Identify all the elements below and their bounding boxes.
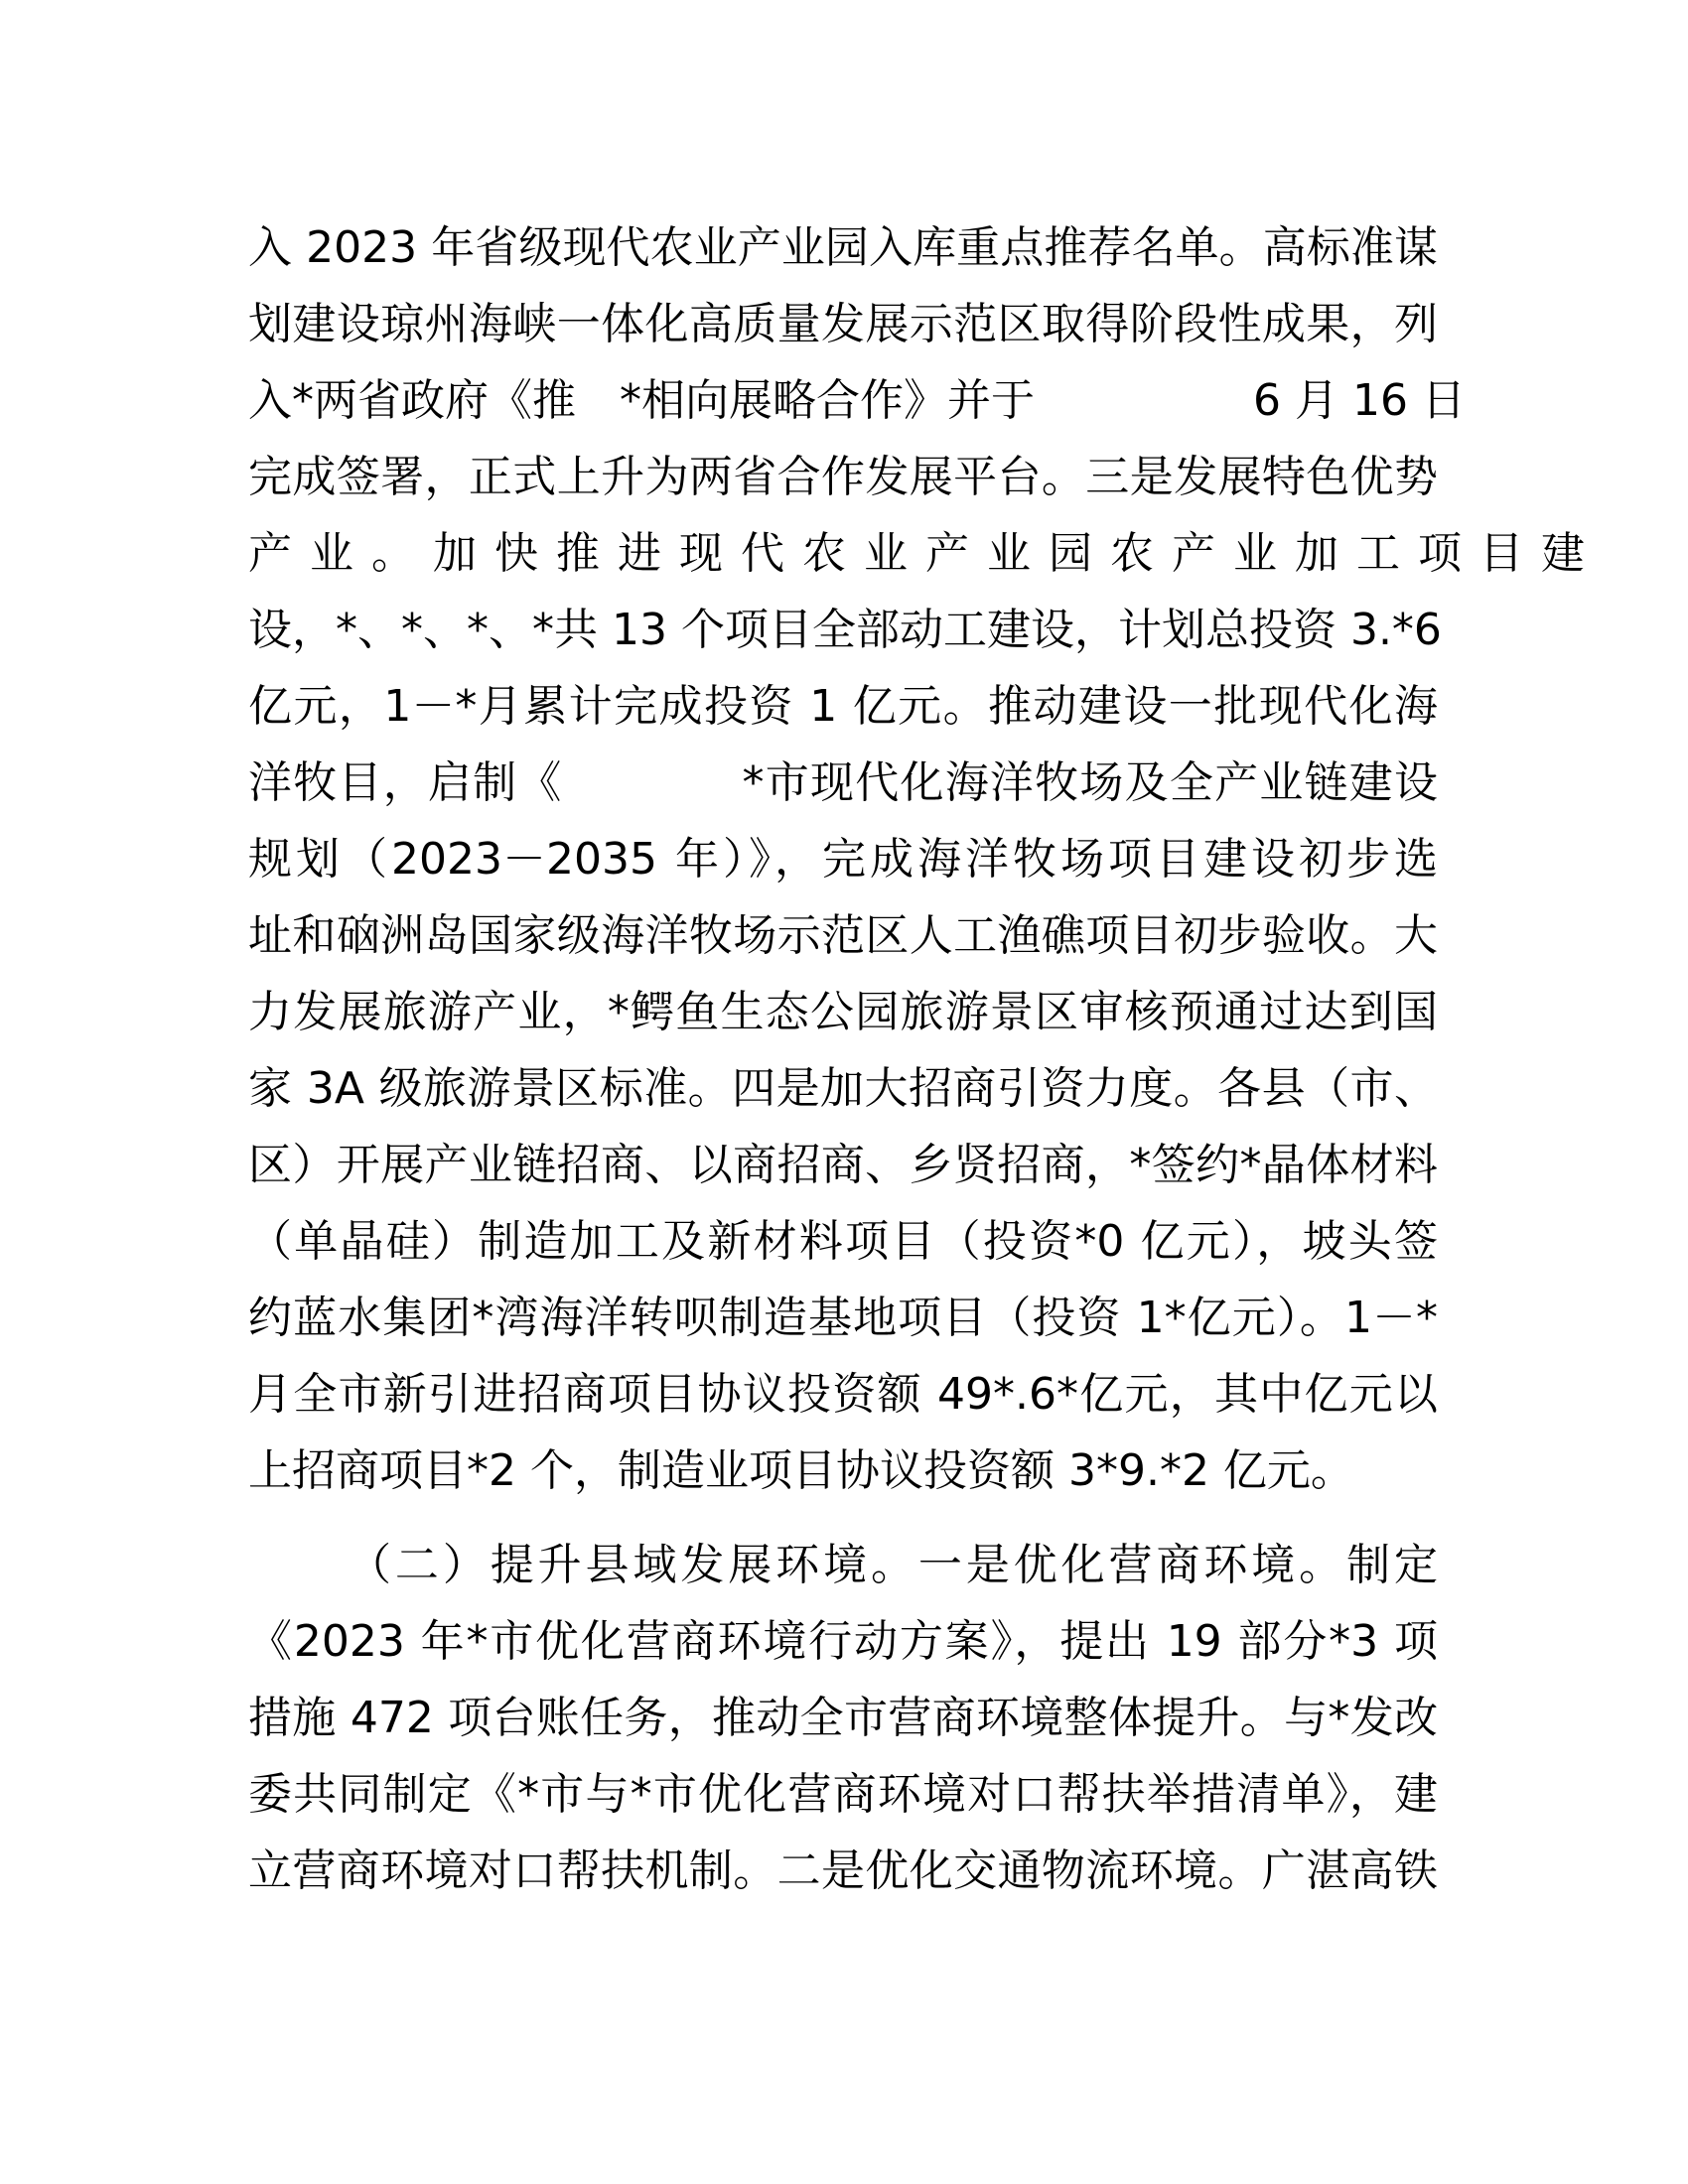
text-line: 址和硇洲岛国家级海洋牧场示范区人工渔礁项目初步验收。大 bbox=[248, 910, 1438, 961]
text-line: 委共同制定《*市与*市优化营商环境对口帮扶举措清单》，建 bbox=[248, 1769, 1438, 1820]
paragraph-1 bbox=[248, 220, 1603, 1520]
text-line: 上招商项目*2 个，制造业项目协议投资额 3*9.*2 亿元。 bbox=[248, 1445, 1354, 1496]
text-line: 设，*、*、*、*共 13 个项目全部动工建设，计划总投资 3.*6 bbox=[248, 605, 1442, 655]
text-line: 入*两省政府《推 *相向展略合作》并于 6 月 16 日 bbox=[248, 375, 1466, 426]
text-line: 约蓝水集团*湾海洋转呗制造基地项目（投资 1*亿元）。1－* bbox=[248, 1293, 1438, 1343]
section-heading-line: （二）提升县域发展环境。一是优化营商环境。制定 bbox=[348, 1540, 1438, 1590]
text-line: 家 3A 级旅游景区标准。四是加大招商引资力度。各县（市、 bbox=[248, 1063, 1438, 1114]
text-line: 措施 472 项台账任务，推动全市营商环境整体提升。与*发改 bbox=[248, 1693, 1438, 1743]
text-line: 月全市新引进招商项目协议投资额 49*.6*亿元，其中亿元以 bbox=[248, 1369, 1438, 1420]
text-line: 产业。加快推进现代农业产业园农产业加工项目建 bbox=[248, 528, 1603, 579]
text-line: 划建设琼州海峡一体化高质量发展示范区取得阶段性成果，列 bbox=[248, 299, 1438, 349]
text-line: 《2023 年*市优化营商环境行动方案》，提出 19 部分*3 项 bbox=[248, 1616, 1438, 1667]
paragraph-2 bbox=[248, 1538, 1438, 1920]
document-page bbox=[248, 220, 1603, 1920]
text-line: 亿元，1－*月累计完成投资 1 亿元。推动建设一批现代化海 bbox=[248, 681, 1438, 732]
text-line: 立营商环境对口帮扶机制。二是优化交通物流环境。广湛高铁 bbox=[248, 1845, 1438, 1896]
text-line: （单晶硅）制造加工及新材料项目（投资*0 亿元），坡头签 bbox=[248, 1216, 1438, 1267]
text-line: 完成签署，正式上升为两省合作发展平台。三是发展特色优势 bbox=[248, 452, 1438, 502]
text-line: 规划（2023－2035 年）》，完成海洋牧场项目建设初步选 bbox=[248, 834, 1438, 885]
text-line: 区）开展产业链招商、以商招商、乡贤招商，*签约*晶体材料 bbox=[248, 1140, 1438, 1190]
text-line: 入 2023 年省级现代农业产业园入库重点推荐名单。高标准谋 bbox=[248, 222, 1438, 273]
text-line: 洋牧目，启制《 *市现代化海洋牧场及全产业链建设 bbox=[248, 757, 1438, 808]
text-line: 力发展旅游产业，*鳄鱼生态公园旅游景区审核预通过达到国 bbox=[248, 987, 1438, 1037]
